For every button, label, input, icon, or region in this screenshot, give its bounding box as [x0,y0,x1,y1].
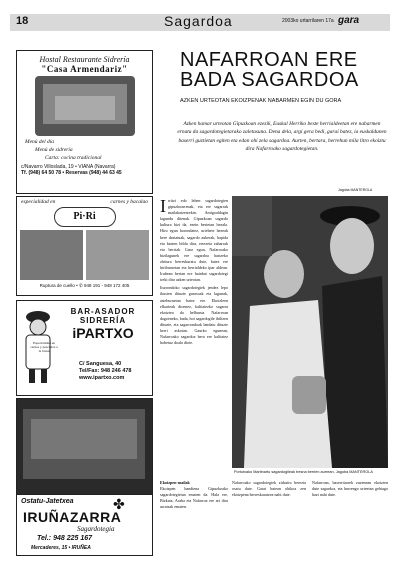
ad-armendariz-item: Menú de sidrería [35,147,73,153]
article-column-1b-text: Iturrondoko sagardotegiek jendez lepo ikusten dituzte gurasoak eta lagunak, asteburuetan batez ere. Ekoizleen elkarteak dioenez, kalitatezko sagarra ekoiztea da helburua. Nafarroan dagoeneko, bada, hoi sagardogile ibiltzen dituzte, eta sagarrondoak landatu dituzte herri askotan. Gaurko egunean, Nafarroako sagardoa bera ere kalitatez hobetuz doala diote. [160,285,228,346]
ad-armendariz-name2: "Casa Armendariz" [41,64,128,74]
ad-ipartxo-phone: Tel/Fax: 948 246 478 [79,368,132,374]
article-column-bottom-1 [160,480,228,510]
article-title-line2: BADA SAGARDOA [180,69,359,91]
ad-piri [16,196,153,296]
ad-ipartxo-specialty: Especialidad en carnes y pescados a la brasa [30,341,58,353]
ad-irunazarra-photo [16,398,153,496]
ad-irunazarra [16,494,153,556]
ad-ipartxo [16,300,153,396]
article-photo [232,196,388,468]
ad-irunazarra-phone: Tel.: 948 225 167 [37,535,93,542]
interior-photo [20,230,83,280]
bottom-text-2: Nafarroako sagardotegiek zirkuitu berezia osatu dute. Garai batean ohikoa zen ekoizpena berreskuratzea nahi dute. [232,480,306,498]
article-column-bottom-2 [232,480,306,498]
page-number: 18 [16,15,29,27]
photo-credit: Jagoba MANTEROLA [338,188,373,192]
ad-ipartxo-line3: iPARTXO [72,325,134,341]
ad-ipartxo-web: www.ipartxo.com [79,375,125,381]
ad-armendariz [16,50,153,194]
article-column-1 [160,198,228,346]
ad-piri-bottom: Ruptura de cuello • ✆ 948 191 - 948 172 405 [39,283,130,288]
bottom-text-1: Ekoizpen handiena Gipuzkoako sagardotegietan ematen da. Hala ere, Bizkaia, Araba eta Nafarroa ere ari dira urratsak ematen. [160,486,228,510]
article-column-bottom-3 [312,480,388,498]
ad-piri-tagline-left: especialidad en [21,199,56,205]
bottom-text-3: Nafarroan, baserritarrek zuzenean ekoizten dute sagardoa, eta hurrengo urteetan gehiago hazi nahi dute. [312,480,388,498]
photo-caption: Portutxako Martinartu sagardogileak tresna berrien aurrean. Jagoba MANTEROLA [234,470,373,474]
ad-armendariz-item: Carta: cocina tradicional [45,155,102,161]
article-column-1-text: rritzi edo lehen sagardotegien gipuzkoarrenak, eta ere sagarrak mailakatzearekin. Antigoaldagin lagundu ditenak. Gipuzkoan sagardo kultura bizi da, ezein bestetan bezala. Hiru egun borondatez, urtebete hezeak bere dastatuak, sagardo aukerak, bapida eta batzen bildu dira, errezeta zaharrak eta berriak. Gaur egun, Nafarroako bizilagunek ere sagardoa hartzeko ohitura berreskuratu dute, batez ere hiriburuetan eta herrialdeko ipar aldean. Iruñean bertan ere hainbat sagardotegi ireki dira azken urteotan. [160,198,228,283]
article-subtitle: AZKEN URTEOTAN EKOIZPENAK NABARMEN EGIN DU GORA [180,98,342,104]
ad-ipartxo-line1: BAR-ASADOR [70,307,136,316]
publication-logo: gara [338,15,360,26]
ad-irunazarra-name: IRUÑAZARRA [23,509,122,525]
interior-photo [86,230,149,280]
ad-armendariz-item: Menú del día [25,139,55,145]
ad-ipartxo-address: C/ Sanguesa, 40 [79,361,122,367]
dropcap: I [160,196,166,216]
ad-irunazarra-sub: Sagardotegia [77,525,115,533]
bottom-heading: Ekoizpen-mailak [160,480,190,485]
article-title [180,50,380,90]
ad-armendariz-address: c/Navarro Villoslada, 19 • VIANA (Navarra) [21,164,116,170]
section-title: Sagardoa [164,13,233,29]
ad-irunazarra-address: Mercaderes, 15 • IRUÑEA [31,545,91,551]
article-lead: Azken hamar urteotan Gipuzkoan ezezik, Euskal Herriko beste herrialdeetan ere nabarmen ernatu da sagardotegietarako zaletasuna. Dena dela, argi gera bedi, garai batez, ia euskaldunen baserri guztietan egiten eta edan ohi zela sagardoa. Aurten, bertara, herrehun mila litro ekoiztu dira Nafarroako sagardotegietan. [177,121,387,152]
issue-date: 2003ko urtarrilaren 17a [282,18,334,24]
lauburu-icon: ✤ [113,498,125,513]
ad-armendariz-phones: Tf. (948) 64 50 78 • Reservas (948) 44 63 45 [21,170,122,176]
piri-logo: Pi·Ri [54,207,116,227]
ad-ipartxo-line2: SIDRERÍA [79,316,127,325]
article-title-line1: NAFARROAN ERE [180,49,358,71]
ad-armendariz-name1: Hostal Restaurante Sidrería [39,55,130,64]
restaurant-photo [35,76,135,136]
ad-piri-tagline-right: carnes y bacalao [110,199,148,205]
ad-irunazarra-top: Ostatu-Jatetxea [21,498,74,505]
